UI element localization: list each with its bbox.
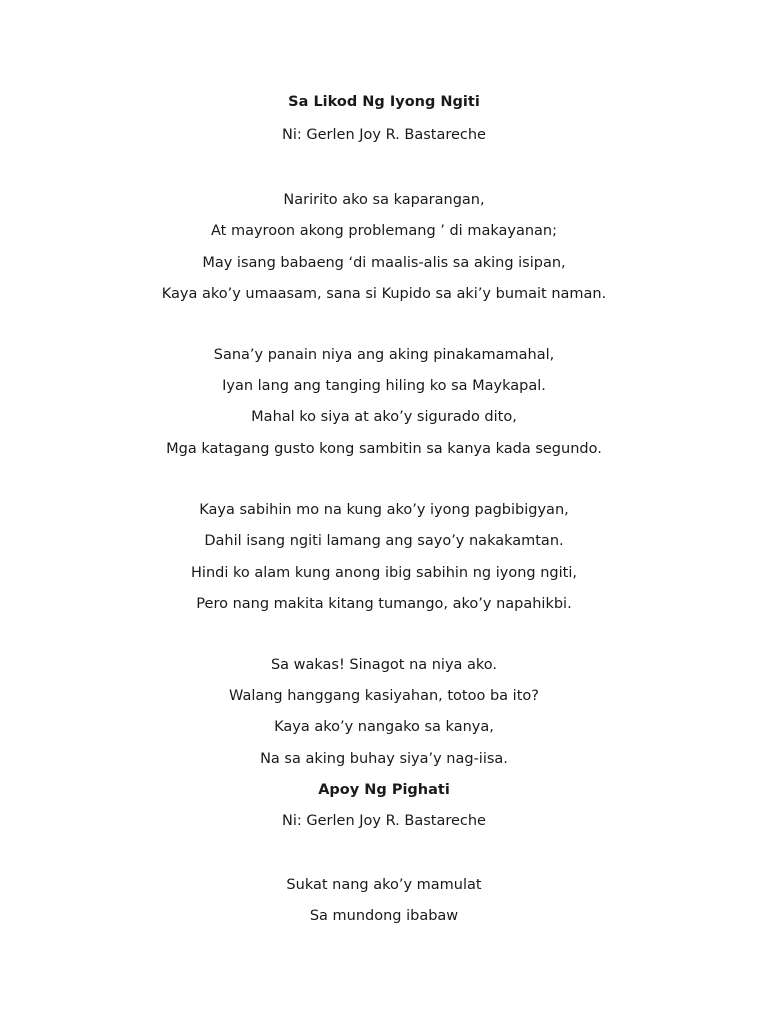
poem-title: Apoy Ng Pighati xyxy=(318,782,450,798)
poem-line: Kaya ako’y nangako sa kanya, xyxy=(274,719,494,735)
poem-line: Sa wakas! Sinagot na niya ako. xyxy=(270,657,498,673)
poem-line: Naririto ako sa kaparangan, xyxy=(283,192,485,208)
poem-line: Pero nang makita kitang tumango, ako’y napahikbi. xyxy=(196,596,572,612)
poem-line: Walang hanggang kasiyahan, totoo ba ito? xyxy=(229,688,539,704)
poem-title: Sa Likod Ng Iyong Ngiti xyxy=(288,94,480,110)
poem-line: Hindi ko alam kung anong ibig sabihin ng iyong ngiti, xyxy=(191,565,577,581)
poem-author: Ni: Gerlen Joy R. Bastareche xyxy=(282,813,486,829)
poem-line: Dahil isang ngiti lamang ang sayo’y nakakamtan. xyxy=(204,533,564,549)
poem-line: Mahal ko siya at ako’y sigurado dito, xyxy=(251,409,517,425)
poem-line: Iyan lang ang tanging hiling ko sa Maykapal. xyxy=(222,378,546,394)
poem-author: Ni: Gerlen Joy R. Bastareche xyxy=(282,127,486,143)
poem-line: At mayroon akong problemang ’ di makayanan; xyxy=(211,223,557,239)
poem-line: Na sa aking buhay siya’y nag-iisa. xyxy=(260,751,508,767)
poem-line: May isang babaeng ‘di maalis-alis sa aking isipan, xyxy=(202,255,566,271)
poem-line: Sana’y panain niya ang aking pinakamamahal, xyxy=(213,347,555,363)
poem-line: Kaya ako’y umaasam, sana si Kupido sa aki’y bumait naman. xyxy=(161,286,607,302)
poem-line: Sukat nang ako’y mamulat xyxy=(286,877,482,893)
poem-line: Kaya sabihin mo na kung ako’y iyong pagbibigyan, xyxy=(199,502,569,518)
poem-line: Sa mundong ibabaw xyxy=(309,908,459,924)
poem-line: Mga katagang gusto kong sambitin sa kanya kada segundo. xyxy=(166,441,602,457)
